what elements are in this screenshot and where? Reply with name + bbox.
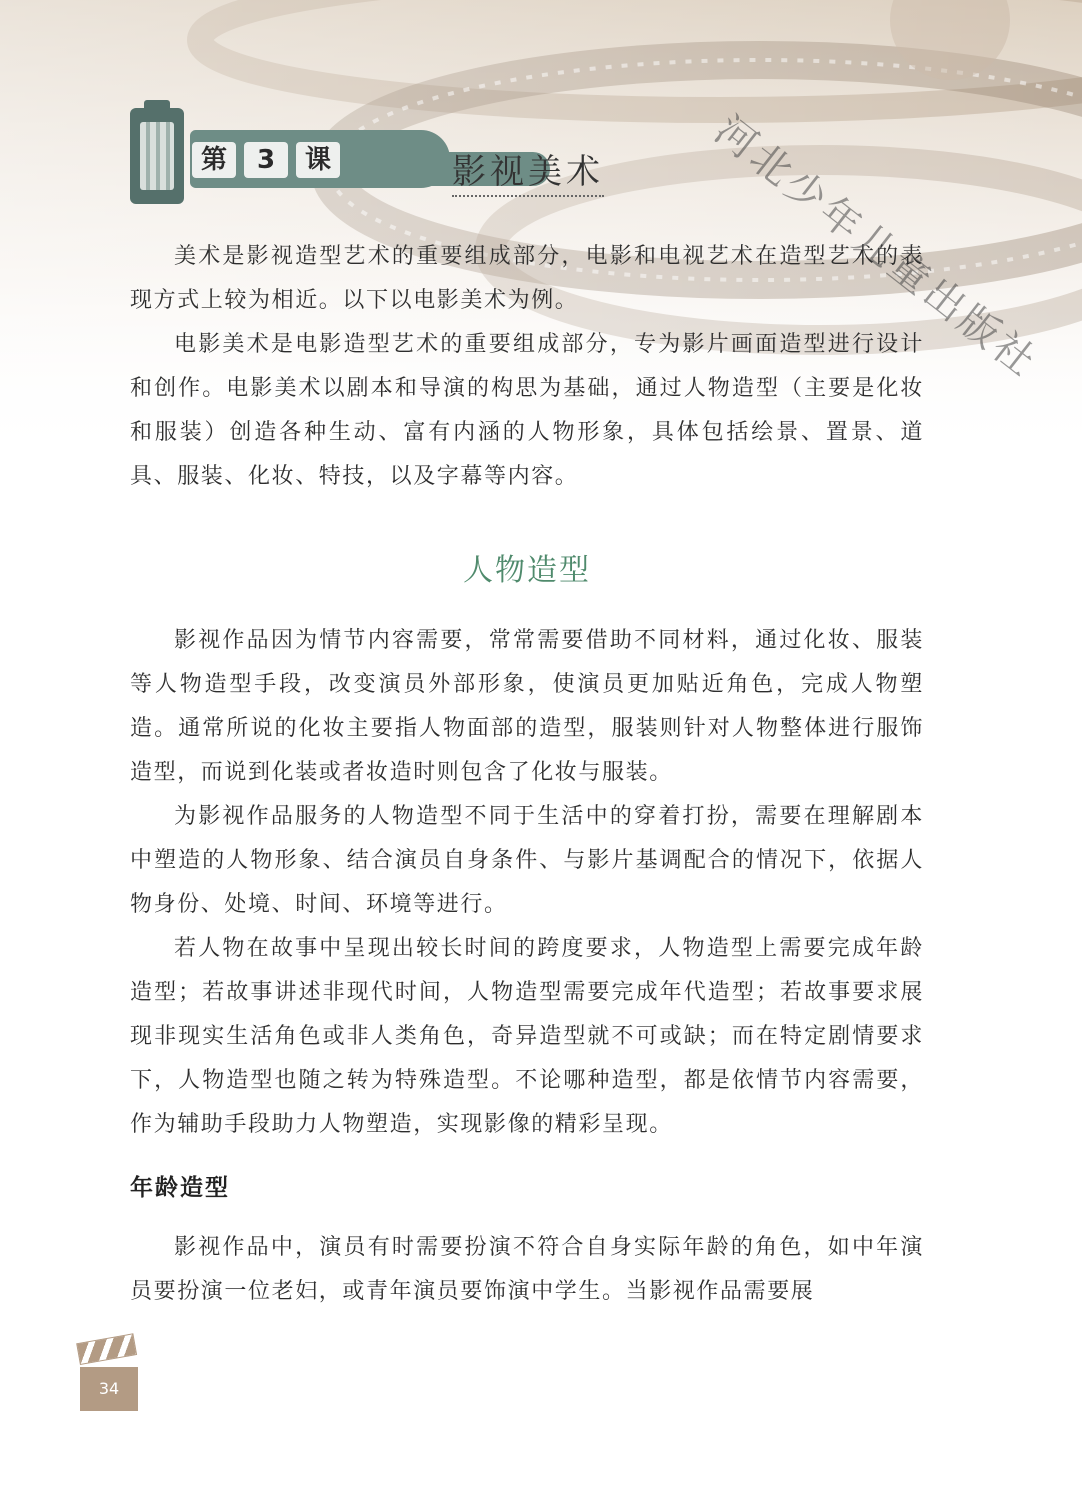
lesson-chip-di: 第 — [192, 142, 236, 178]
section-title: 人物造型 — [463, 553, 591, 588]
film-canister-icon — [130, 108, 184, 204]
publisher-watermark: 河北少年儿童出版社 — [706, 107, 1047, 388]
intro-paragraph-2: 电影美术是电影造型艺术的重要组成部分，专为影片画面造型进行设计和创作。电影美术以剧本和导演的构思为基础，通过人物造型（主要是化妆和服装）创造各种生动、富有内涵的人物形象，具体包括绘景、置景、道具、服装、化妆、特技，以及字幕等内容。 — [130, 332, 924, 489]
section-paragraph-1: 影视作品因为情节内容需要，常常需要借助不同材料，通过化妆、服装等人物造型手段，改变演员外部形象，使演员更加贴近角色，完成人物塑造。通常所说的化妆主要指人物面部的造型，服装则针对人物整体进行服饰造型，而说到化装或者妆造时则包含了化妆与服装。 — [130, 628, 924, 785]
subsection-title: 年龄造型 — [130, 1175, 230, 1201]
lesson-header — [130, 108, 650, 208]
subsection-paragraph: 影视作品中，演员有时需要扮演不符合自身实际年龄的角色，如中年演员要扮演一位老妇，或青年演员要饰演中学生。当影视作品需要展 — [130, 1235, 924, 1304]
lesson-chip-ke: 课 — [296, 142, 340, 178]
lesson-title: 影视美术 — [452, 144, 604, 197]
page-content — [130, 235, 924, 1314]
lesson-chip-number: 3 — [244, 142, 288, 178]
page-number-badge — [80, 1343, 140, 1413]
section-paragraph-2: 为影视作品服务的人物造型不同于生活中的穿着打扮，需要在理解剧本中塑造的人物形象、结合演员自身条件、与影片基调配合的情况下，依据人物身份、处境、时间、环境等进行。 — [130, 804, 924, 917]
intro-paragraph-1: 美术是影视造型艺术的重要组成部分，电影和电视艺术在造型艺术的表现方式上较为相近。以下以电影美术为例。 — [130, 244, 924, 313]
clapperboard-icon — [76, 1333, 137, 1365]
section-paragraph-3: 若人物在故事中呈现出较长时间的跨度要求，人物造型上需要完成年龄造型；若故事讲述非现代时间，人物造型需要完成年代造型；若故事要求展现非现实生活角色或非人类角色，奇异造型就不可或缺；而在特定剧情要求下，人物造型也随之转为特殊造型。不论哪种造型，都是依情节内容需要，作为辅助手段助力人物塑造，实现影像的精彩呈现。 — [130, 936, 924, 1137]
page-number: 34 — [80, 1367, 138, 1411]
